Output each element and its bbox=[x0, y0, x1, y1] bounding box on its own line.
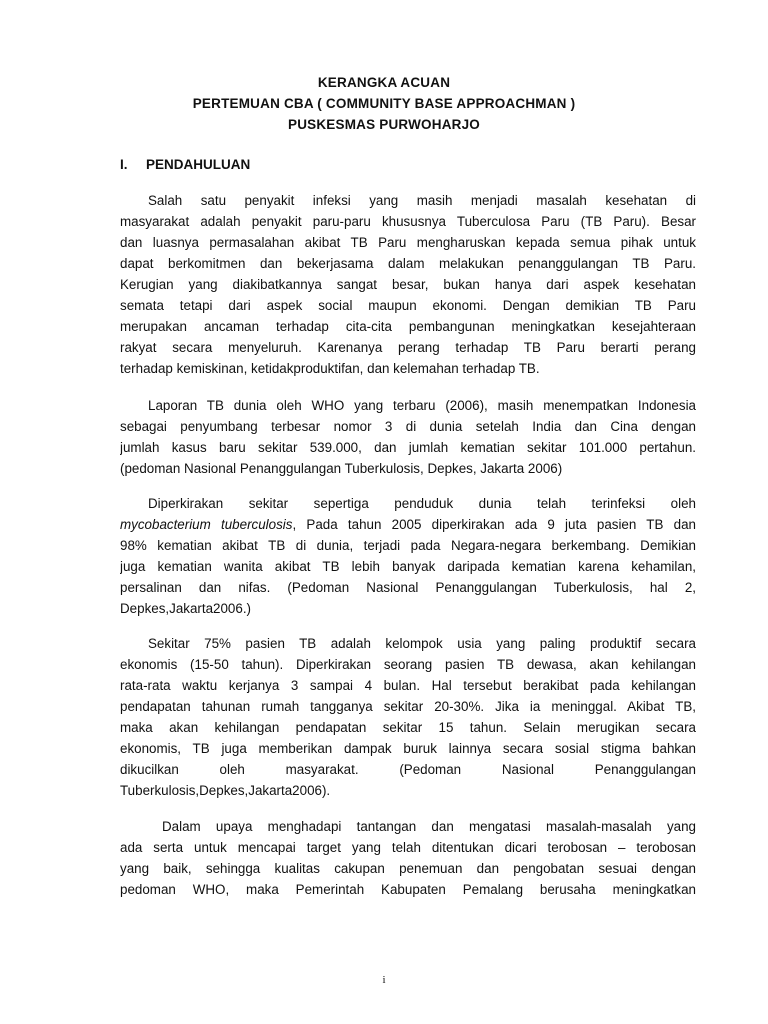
doc-title-line-3: PUSKESMAS PURWOHARJO bbox=[287, 117, 481, 132]
paragraph-line: pedoman WHO, maka Pemerintah Kabupaten Pemalang berusaha meningkatkan bbox=[120, 882, 696, 897]
paragraph-line: Laporan TB dunia oleh WHO yang terbaru (2006), masih menempatkan Indonesia bbox=[148, 398, 696, 413]
section-number: I. bbox=[120, 157, 128, 172]
paragraph-line: maka akan kehilangan pendapatan sekitar 15 tahun. Selain merugikan secara bbox=[120, 720, 696, 735]
paragraph-line: sebagai penyumbang terbesar nomor 3 di dunia setelah India dan Cina dengan bbox=[120, 419, 696, 434]
paragraph-3 bbox=[120, 493, 696, 619]
paragraph-line: Salah satu penyakit infeksi yang masih menjadi masalah kesehatan di bbox=[148, 193, 696, 208]
doc-title-line-2: PERTEMUAN CBA ( COMMUNITY BASE APPROACHMAN ) bbox=[192, 96, 576, 111]
doc-title-line-1: KERANGKA ACUAN bbox=[317, 75, 451, 90]
paragraph-line: (pedoman Nasional Penanggulangan Tuberkulosis, Depkes, Jakarta 2006) bbox=[120, 461, 563, 476]
paragraph-line: ada serta untuk mencapai target yang telah ditentukan dicari terobosan – terobosan bbox=[120, 840, 696, 855]
paragraph-line: persalinan dan nifas. (Pedoman Nasional Penanggulangan Tuberkulosis, hal 2, bbox=[120, 580, 696, 595]
paragraph-line: pendapatan tahunan rumah tangganya sekitar 20-30%. Jika ia meninggal. Akibat TB, bbox=[120, 699, 696, 714]
paragraph-line: dapat berkomitmen dan bekerjasama dalam melakukan penanggulangan TB Paru. bbox=[120, 256, 696, 271]
paragraph-line: Kerugian yang diakibatkannya sangat besar, bukan hanya dari aspek kesehatan bbox=[120, 277, 696, 292]
paragraph-line: masyarakat adalah penyakit paru-paru khususnya Tuberculosa Paru (TB Paru). Besar bbox=[120, 214, 696, 229]
paragraph-line: Diperkirakan sekitar sepertiga penduduk dunia telah terinfeksi oleh bbox=[148, 496, 696, 511]
paragraph-line: dan luasnya permasalahan akibat TB Paru mengharuskan kepada semua pihak untuk bbox=[120, 235, 696, 250]
paragraph-line: ekonomis, TB juga memberikan dampak buruk lainnya secara sosial stigma bahkan bbox=[120, 741, 696, 756]
paragraph-line: juga kematian wanita akibat TB lebih banyak daripada kematian karena kehamilan, bbox=[120, 559, 696, 574]
paragraph-line: dikucilkan oleh masyarakat. (Pedoman Nasional Penanggulangan bbox=[120, 762, 696, 777]
paragraph-line: Dalam upaya menghadapi tantangan dan mengatasi masalah-masalah yang bbox=[162, 819, 696, 834]
paragraph-line: Tuberkulosis,Depkes,Jakarta2006). bbox=[120, 783, 331, 798]
paragraph-line-rest: , Pada tahun 2005 diperkirakan ada 9 juta pasien TB dan bbox=[292, 517, 696, 532]
paragraph-line: 98% kematian akibat TB di dunia, terjadi pada Negara-negara berkembang. Demikian bbox=[120, 538, 696, 553]
paragraph-line: terhadap kemiskinan, ketidakproduktifan, dan kelemahan terhadap TB. bbox=[120, 361, 540, 376]
paragraph-line: merupakan ancaman terhadap cita-cita pembangunan meningkatkan kesejahteraan bbox=[120, 319, 696, 334]
paragraph-5 bbox=[120, 816, 696, 900]
paragraph-line: Sekitar 75% pasien TB adalah kelompok usia yang paling produktif secara bbox=[148, 636, 696, 651]
section-label: PENDAHULUAN bbox=[146, 157, 251, 172]
paragraph-line: rata-rata waktu kerjanya 3 sampai 4 bulan. Hal tersebut berakibat pada kehilangan bbox=[120, 678, 696, 693]
paragraph-line: rakyat secara menyeluruh. Karenanya perang terhadap TB Paru berarti perang bbox=[120, 340, 696, 355]
page-number: i bbox=[382, 974, 386, 986]
paragraph-line: yang baik, sehingga kualitas cakupan penemuan dan pengobatan sesuai dengan bbox=[120, 861, 696, 876]
paragraph-1 bbox=[120, 190, 696, 379]
section-heading bbox=[120, 157, 250, 172]
paragraph-4 bbox=[120, 633, 696, 801]
paragraph-line: Depkes,Jakarta2006.) bbox=[120, 601, 252, 616]
paragraph-2 bbox=[120, 395, 696, 479]
italic-term: mycobacterium tuberculosis bbox=[120, 517, 293, 532]
paragraph-line: jumlah kasus baru sekitar 539.000, dan jumlah kematian sekitar 101.000 pertahun. bbox=[120, 440, 696, 455]
paragraph-line bbox=[120, 514, 696, 535]
paragraph-line: ekonomis (15-50 tahun). Diperkirakan seorang pasien TB dewasa, akan kehilangan bbox=[120, 657, 696, 672]
paragraph-line: semata tetapi dari aspek social maupun ekonomi. Dengan demikian TB Paru bbox=[120, 298, 696, 313]
